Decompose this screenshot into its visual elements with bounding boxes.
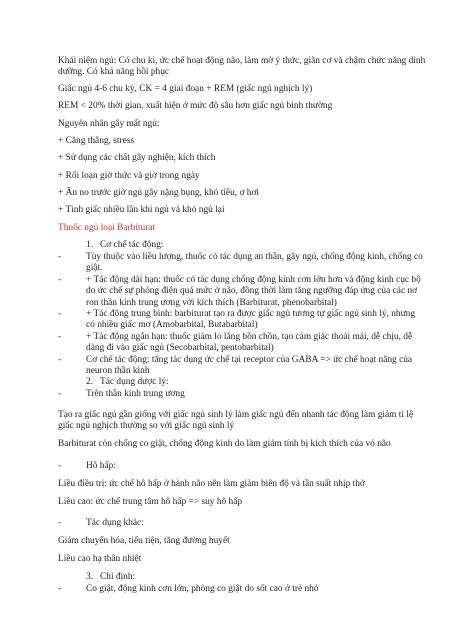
other-effect-paragraph: Giảm chuyển hóa, tiểu tiện, tăng đường huyết xyxy=(58,536,230,546)
section-title: Thuốc ngủ loại Barbiturat xyxy=(58,223,156,233)
causes-heading: Nguyên nhân gây mất ngủ: xyxy=(58,119,160,129)
item-label: Chỉ định: xyxy=(100,572,136,582)
concept-paragraph: Khái niệm ngủ: Có chu kì, ức chế hoạt động não, làm mờ ý thức, giãn cơ và chậm chức năng dinh dưỡng. Có khả năng hồi phục xyxy=(58,56,426,78)
item-label: Cơ chế tác động: xyxy=(100,240,164,250)
item-label: Tác dụng dược lý: xyxy=(100,377,169,387)
item-number: 3. xyxy=(86,572,94,582)
respiration-therapeutic-paragraph: Liều điều trị: ức chế hô hấp ở hành não nên làm giảm biên độ và tần suất nhịp thở xyxy=(58,479,365,489)
anticonvulsant-paragraph: Barbiturat còn chống co giật, chống động kinh do làm giảm tính bị kích thích của vỏ não xyxy=(58,439,391,449)
cause-item: + Rối loạn giờ thức và giờ trong ngày xyxy=(58,171,200,181)
cause-item: + Tình giấc nhiều lần khi ngủ và khó ngủ lại xyxy=(58,205,225,215)
cause-item: + Căng thẳng, stress xyxy=(58,136,135,146)
cause-item: + Ăn no trước giờ ngủ gây nặng bụng, khó tiêu, ợ hơi xyxy=(58,188,260,198)
cause-item: + Sử dụng các chất gây nghiện, kích thích xyxy=(58,153,216,163)
rem-paragraph: REM < 20% thời gian, xuất hiện ở mức độ sâu hơn giấc ngủ bình thường xyxy=(58,101,333,111)
cycle-paragraph: Giấc ngủ 4-6 chu kỳ, CK = 4 giai đoạn + REM (giấc ngủ nghịch lý) xyxy=(58,84,313,94)
sleep-effect-paragraph: Tạo ra giấc ngủ gần giống với giấc ngủ sinh lý làm giấc ngủ đến nhanh tác động làm giảm tỉ lệ giấc ngủ nghịch thường so với giấc ngủ sinh lý xyxy=(58,410,414,432)
respiration-high-dose-paragraph: Liều cao: ức chế trung tâm hô hấp => suy hô hấp xyxy=(58,497,243,507)
document-page: Khái niệm ngủ: Có chu kì, ức chế hoạt động não, làm mờ ý thức, giãn cơ và chậm chức năng dinh dưỡng. Có khả năng hồi phục Giấc ngủ 4-6 chu kỳ, CK = 4 giai đoạn + REM (giấc ngủ nghịch lý) REM < 20% thời gian, xuất hiện ở mức độ sâu hơn giấc ngủ bình thường Nguyên nhân gây mất ngủ: + Căng thẳng, stress + Sử dụng các chất gây nghiện, kích thích + Rối loạn giờ thức và giờ trong ngày + Ăn no trước giờ ngủ gây nặng bụng, khó tiêu, ợ hơi + Tình giấc nhiều lần khi ngủ và khó ngủ lại Thuốc ngủ loại Barbiturat 1. Cơ chế tác động: - Tùy thuộc vào liều lượng, thuốc có tác dụng an thần, gây ngủ, chống động kinh, chống co giật. - + Tác động dài hạn: thuốc có tác dụng chống động kinh cơn lớn hơn và động kinh cục bộ do ức chế sự phóng điện quá mức ở não, đồng thời làm tăng ngưỡng đáp ứng của các nơ ron thần kinh trung ương với kích thích (Barbiturat, phenobarbital) - + Tác động trung bình: barbiturat tạo ra được giấc ngủ tương tự giấc ngủ sinh lý, nhưng có nhiều giấc mơ (Amobarbital, Butabarbital) - + Tác động ngắn hạn: thuốc giảm lo lắng bồn chồn, tạo cảm giác thoải mái, dễ chịu, dễ dàng đi vào giấc ngủ (Secobarbital, pentobarbital) - Cơ chế tác động: tăng tác dụng ức chế tại receptor của GABA => ức chế hoạt năng của neuron thần kinh 2. Tác dụng dược lý: - Trên thần kinh trung ương Tạo ra giấc ngủ gần giống với giấc ngủ sinh lý làm giấc ngủ đến nhanh tác động làm giảm tỉ lệ giấc ngủ nghịch thường so với giấc ngủ sinh lý Barbiturat còn chống co giật, chống động kinh do làm giảm tính bị kích thích của vỏ não - Hô hấp: Liều điều trị: ức chế hô hấp ở hành não nên làm giảm biên độ và tần suất nhịp thở Liều cao: ức chế trung tâm hô hấp => suy hô hấp - Tác dụng khác: Giảm chuyển hóa, tiểu tiện, tăng đường huyết Liều cao hạ thân nhiệt 3. Chỉ định: - Co giật, động kinh cơn lớn, phòng co giật do sốt cao ở trẻ nhỏ xyxy=(0,0,474,632)
hypothermia-paragraph: Liều cao hạ thân nhiệt xyxy=(58,554,142,564)
item-number: 1. xyxy=(86,240,94,250)
item-number: 2. xyxy=(86,377,94,387)
